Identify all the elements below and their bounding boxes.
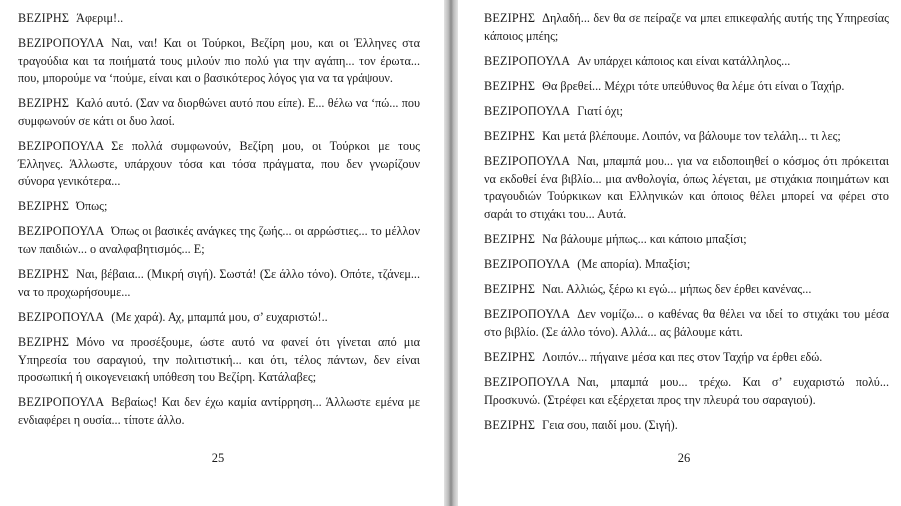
speaker-name: ΒΕΖΙΡΗΣ bbox=[18, 267, 70, 282]
dialogue-text: Θα βρεθεί... Μέχρι τότε υπεύθυνος θα λέμε ότι είναι ο Ταχήρ. bbox=[542, 78, 845, 93]
dialogue-text: (Με χαρά). Αχ, μπαμπά μου, σ’ ευχαριστώ!.. bbox=[111, 309, 328, 324]
dialogue-paragraph bbox=[18, 138, 420, 191]
dialogue-paragraph bbox=[484, 349, 889, 367]
dialogue-paragraph bbox=[484, 10, 889, 45]
dialogue-text: Δηλαδή... δεν θα σε πείραζε να μπει επικεφαλής αυτής της Υπηρεσίας κάποιος μπέης; bbox=[484, 11, 889, 43]
dialogue-paragraph bbox=[484, 374, 889, 409]
dialogue-text: Να βάλουμε μήπως... και κάποιο μπαξίσι; bbox=[542, 231, 747, 246]
speaker-name: ΒΕΖΙΡΟΠΟΥΛΑ bbox=[18, 309, 105, 324]
speaker-name: ΒΕΖΙΡΟΠΟΥΛΑ bbox=[18, 36, 105, 51]
dialogue-text: Ναι, ναι! Και οι Τούρκοι, Βεζίρη μου, και οι Έλληνες στα τραγούδια και τα ποιήματά τους μιλούν πιο πολύ για την αγάπη... τον έρωτα... που, μπορούμε να ‘πούμε, είναι και ο βασικότερος λόγος για να τα γράψουν. bbox=[18, 36, 420, 86]
dialogue-paragraph bbox=[18, 198, 420, 216]
dialogue-text: Γεια σου, παιδί μου. (Σιγή). bbox=[542, 417, 678, 432]
dialogue-paragraph bbox=[484, 53, 889, 71]
speaker-name: ΒΕΖΙΡΟΠΟΥΛΑ bbox=[484, 154, 571, 169]
dialogue-paragraph bbox=[484, 417, 889, 435]
dialogue-paragraph bbox=[484, 153, 889, 223]
speaker-name: ΒΕΖΙΡΟΠΟΥΛΑ bbox=[484, 375, 571, 389]
speaker-name: ΒΕΖΙΡΗΣ bbox=[484, 349, 536, 364]
dialogue-text: Δεν νομίζω... ο καθένας θα θέλει να ιδεί το στιχάκι του μέσα στο βιβλίο. (Σε άλλο τόνο). Αλλά... ας βάλουμε κάτι. bbox=[484, 307, 889, 339]
dialogue-text: Σε πολλά συμφωνούν, Βεζίρη μου, οι Τούρκοι με τους Έλληνες. Άλλωστε, υπάρχουν τόσα και τόσα πράγματα, που δεν γνωρίζουν σύνορα γενικότερα... bbox=[18, 139, 420, 189]
dialogue-paragraph bbox=[18, 266, 420, 301]
speaker-name: ΒΕΖΙΡΟΠΟΥΛΑ bbox=[18, 395, 105, 410]
speaker-name: ΒΕΖΙΡΗΣ bbox=[484, 128, 536, 143]
dialogue-paragraph bbox=[18, 35, 420, 88]
dialogue-text: Ναι, μπαμπά μου... για να ειδοποιηθεί ο κόσμος ότι πρόκειται να εκδοθεί ένα βιβλίο... μια ανθολογία, όπως λέγεται, με στιχάκια ποιημάτων και τραγουδιών Τούρκικων και Ελληνικών και όποιος θέλει μπορεί να φέρει στο σαράι το στιχάκι του... Αυτά. bbox=[484, 154, 889, 221]
dialogue-paragraph bbox=[18, 10, 420, 28]
right-page-text bbox=[484, 10, 889, 434]
dialogue-text: Ναι. Αλλιώς, ξέρω κι εγώ... μήπως δεν έρθει κανένας... bbox=[542, 282, 812, 297]
dialogue-paragraph bbox=[18, 309, 420, 327]
speaker-name: ΒΕΖΙΡΗΣ bbox=[484, 417, 536, 432]
speaker-name: ΒΕΖΙΡΟΠΟΥΛΑ bbox=[18, 139, 105, 154]
dialogue-paragraph bbox=[18, 394, 420, 429]
dialogue-text: Καλό αυτό. (Σαν να διορθώνει αυτό που είπε). Ε... θέλω να ‘πώ... που συμφωνούν σε κάτι οι δυο λαοί. bbox=[18, 96, 420, 128]
speaker-name: ΒΕΖΙΡΗΣ bbox=[18, 11, 70, 25]
dialogue-text: Αν υπάρχει κάποιος και είναι κατάλληλος... bbox=[577, 53, 791, 68]
dialogue-paragraph bbox=[484, 78, 889, 96]
dialogue-paragraph bbox=[18, 223, 420, 258]
speaker-name: ΒΕΖΙΡΟΠΟΥΛΑ bbox=[18, 224, 105, 239]
dialogue-text: Όπως; bbox=[76, 199, 108, 214]
speaker-name: ΒΕΖΙΡΟΠΟΥΛΑ bbox=[484, 103, 571, 118]
speaker-name: ΒΕΖΙΡΗΣ bbox=[18, 199, 70, 214]
dialogue-text: Όπως οι βασικές ανάγκες της ζωής... οι αρρώστιες... το μέλλον των παιδιών... ο αναλφαβητισμός... Ε; bbox=[18, 224, 420, 257]
dialogue-text: Λοιπόν... πήγαινε μέσα και πες στον Ταχήρ να έρθει εδώ. bbox=[542, 349, 823, 364]
dialogue-text: (Με απορία). Μπαξίσι; bbox=[577, 257, 691, 272]
left-page bbox=[0, 0, 444, 506]
left-page-text bbox=[18, 10, 420, 429]
speaker-name: ΒΕΖΙΡΟΠΟΥΛΑ bbox=[484, 257, 571, 272]
speaker-name: ΒΕΖΙΡΗΣ bbox=[484, 11, 536, 25]
dialogue-paragraph bbox=[484, 306, 889, 341]
page-number-left: 25 bbox=[211, 451, 225, 465]
speaker-name: ΒΕΖΙΡΗΣ bbox=[18, 96, 70, 111]
dialogue-text: Βεβαίως! Και δεν έχω καμία αντίρρηση... Άλλωστε εμένα με ενδιαφέρει η ουσία... τίποτε άλλο. bbox=[18, 395, 420, 427]
dialogue-text: Άφεριμ!.. bbox=[76, 11, 124, 25]
right-page bbox=[458, 0, 901, 506]
speaker-name: ΒΕΖΙΡΗΣ bbox=[484, 78, 536, 93]
dialogue-text: Μόνο να προσέξουμε, ώστε αυτό να φανεί ότι γίνεται από μια Υπηρεσία του σαραγιού, την πολιτιστική... και ότι, τέλος πάντων, δεν είναι προσωπική ή οικογενειακή υπόθεση του Βεζίρη. Κατάλαβες; bbox=[18, 334, 420, 385]
page-number-right: 26 bbox=[677, 451, 691, 465]
dialogue-paragraph bbox=[18, 95, 420, 130]
speaker-name: ΒΕΖΙΡΗΣ bbox=[484, 282, 536, 297]
speaker-name: ΒΕΖΙΡΗΣ bbox=[18, 334, 70, 349]
dialogue-paragraph bbox=[484, 281, 889, 299]
dialogue-paragraph bbox=[484, 231, 889, 249]
dialogue-paragraph bbox=[18, 334, 420, 387]
dialogue-text: Και μετά βλέπουμε. Λοιπόν, να βάλουμε τον τελάλη... τι λες; bbox=[542, 128, 841, 143]
dialogue-paragraph bbox=[484, 103, 889, 121]
dialogue-text: Γιατί όχι; bbox=[577, 103, 623, 118]
speaker-name: ΒΕΖΙΡΟΠΟΥΛΑ bbox=[484, 307, 571, 322]
dialogue-paragraph bbox=[484, 128, 889, 146]
book-gutter bbox=[444, 0, 458, 506]
speaker-name: ΒΕΖΙΡΗΣ bbox=[484, 231, 536, 246]
speaker-name: ΒΕΖΙΡΟΠΟΥΛΑ bbox=[484, 53, 571, 68]
dialogue-text: Ναι, βέβαια... (Μικρή σιγή). Σωστά! (Σε άλλο τόνο). Οπότε, τζάνεμ... να το προχωρήσουμε... bbox=[18, 267, 420, 299]
dialogue-text: Ναι, μπαμπά μου... τρέχω. Και σ’ ευχαριστώ πολύ... Προσκυνώ. (Στρέφει και εξέρχεται προς την πλευρά του σαραγιού). bbox=[484, 375, 889, 407]
dialogue-paragraph bbox=[484, 256, 889, 274]
